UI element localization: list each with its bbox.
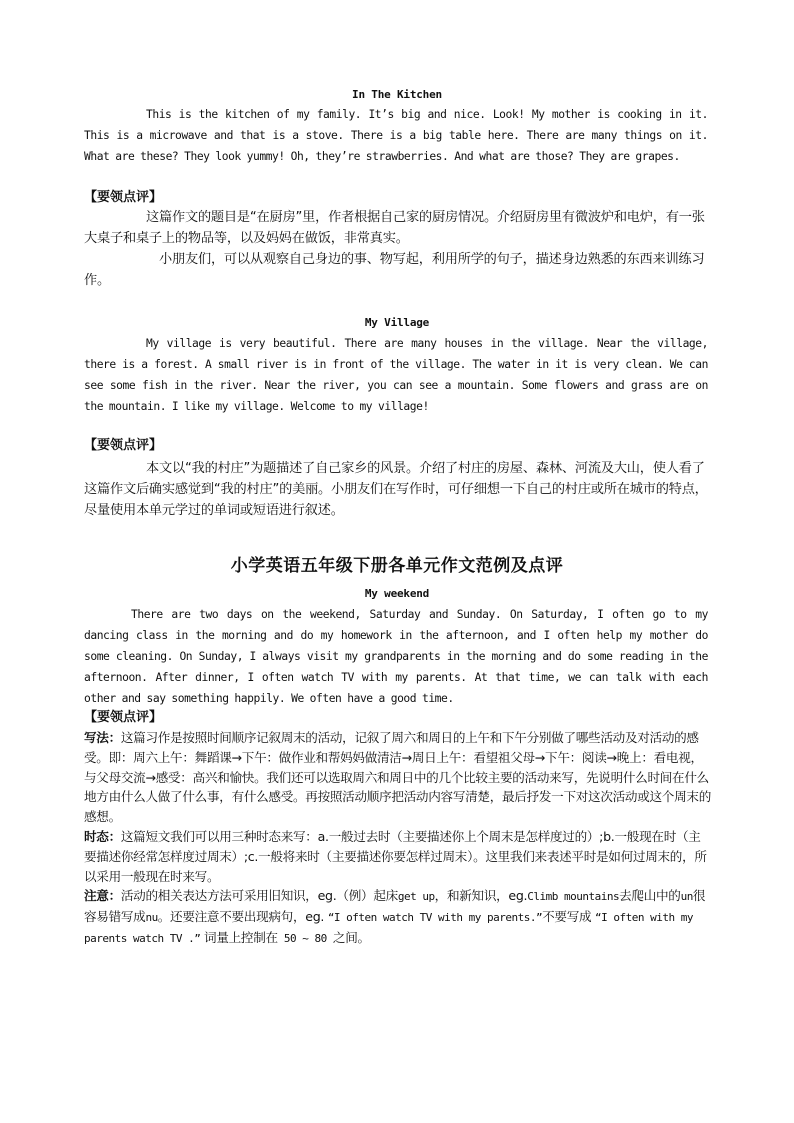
note-text: “I often watch TV with my parents.” [327, 911, 543, 925]
note-text: 去爬山中的 [619, 888, 681, 904]
note-text: 50 ~ 80 [277, 931, 333, 945]
essay-body-weekend [84, 604, 708, 709]
comment-paragraph: 小朋友们，可以从观察自己身边的事、物写起，利用所学的句子，描述身边熟悉的东西来训练习作。 [84, 252, 705, 288]
note-text: 很容易错写成 [84, 888, 706, 925]
note-text: 词量上控制在 [200, 929, 278, 945]
essay-body-kitchen [84, 104, 708, 167]
note-text: “I often with my parents watch TV .” [84, 911, 693, 945]
essay-body-village [84, 333, 708, 417]
note-label-tense: 时态： [84, 828, 121, 844]
note-label-writing: 写法： [84, 730, 121, 745]
note-label-attention: 注意： [84, 888, 121, 904]
note-text: un [680, 890, 693, 904]
note-text: Climb mountains [527, 890, 620, 904]
note-text: 活动的相关表达方法可采用旧知识，eg.（例）起床 [120, 888, 398, 904]
note-writing [84, 728, 712, 827]
note-text: 。还要注意不要出现病句，eg. [157, 909, 328, 925]
note-text: get up [397, 890, 435, 904]
comment-label: 【要领点评】 [84, 190, 163, 205]
essay-title-kitchen: In The Kitchen [352, 88, 442, 101]
comment-paragraph: 本文以“我的村庄”为题描述了自己家乡的风景。介绍了村庄的房屋、森林、河流及大山，使人看了这篇作文后确实感觉到“我的村庄”的美丽。小朋友们在写作时，可仔细想一下自己的村庄或所在城市的特点，尽量使用本单元学过的单词或短语进行叙述。 [84, 461, 708, 518]
note-text: 这篇短文我们可以用三种时态来写：a.一般过去时（主要描述你上个周末是怎样度过的）;b.一般现在时（主要描述你经常怎样度过周末）;c.一般将来时（主要描述你要怎样过周末）。这里我们来表述平时是如何过周末的，所以采用一般现在时来写。 [84, 828, 707, 884]
note-text: 不要写成 [542, 909, 595, 925]
note-text: 这篇习作是按照时间顺序记叙周末的活动，记叙了周六和周日的上午和下午分别做了哪些活动及对活动的感受。即：周六上午：舞蹈课→下午：做作业和帮妈妈做清洁→周日上午：看望祖父母→下午：阅读→晚上：看电视，与父母交流→感受：高兴和愉快。我们还可以选取周六和周日中的几个比较主要的活动来写，先说明什么时间在什么地方由什么人做了什么事，有什么感受。再按照活动顺序把活动内容写清楚，最后抒发一下对这次活动或这个周末的感想。 [84, 730, 711, 825]
page-heading: 小学英语五年级下册各单元作文范例及点评 [230, 556, 564, 576]
comment-village [84, 458, 710, 521]
essay-title-weekend: My weekend [364, 587, 430, 600]
comment-label: 【要领点评】 [84, 438, 163, 453]
note-text: nu [145, 911, 158, 925]
essay-paragraph: There are two days on the weekend, Saturday and Sunday. On Saturday, I often go to my dancing class in the morning and do my homework in the afternoon, and I often help my mother do some cleaning. On Sunday, I always visit my grandparents in the morning and do some reading in the afternoon. After dinner, I often watch TV with my parents. At that time, we can talk with each other and say something happily. We often have a good time. [84, 608, 708, 705]
note-text: 之间。 [332, 929, 370, 945]
note-attention [84, 886, 712, 948]
comment-label: 【要领点评】 [84, 710, 163, 725]
essay-paragraph: This is the kitchen of my family. It’s big and nice. Look! My mother is cooking in it. This is a microwave and that is a stove. There is a big table here. There are many things on it. What are these? They look yummy! Oh, they’re strawberries. And what are those? They are grapes. [84, 108, 708, 163]
comment-kitchen [84, 207, 710, 291]
note-text: ，和新知识，eg. [434, 888, 528, 904]
essay-title-village: My Village [364, 316, 430, 329]
comment-weekend [84, 728, 712, 949]
note-tense [84, 827, 712, 886]
essay-paragraph: My village is very beautiful. There are many houses in the village. Near the village, there is a forest. A small river is in front of the village. The water in it is very clean. We can see some fish in the river. Near the river, you can see a mountain. Some flowers and grass are on the mountain. I like my village. Welcome to my village! [84, 337, 708, 413]
comment-paragraph: 这篇作文的题目是“在厨房”里，作者根据自己家的厨房情况。介绍厨房里有微波炉和电炉，有一张大桌子和桌子上的物品等，以及妈妈在做饭，非常真实。 [84, 210, 705, 246]
